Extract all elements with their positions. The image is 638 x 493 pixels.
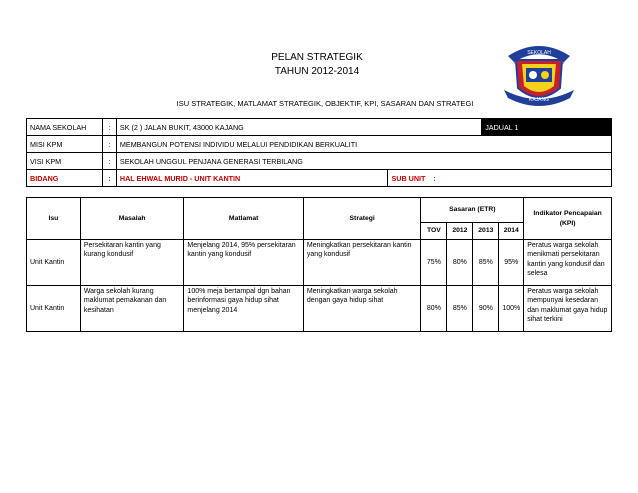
svg-text:KAJANG: KAJANG bbox=[528, 97, 550, 103]
header-isu: Isu bbox=[27, 198, 81, 240]
cell-2013: 85% bbox=[473, 240, 499, 286]
colon: : bbox=[102, 153, 116, 170]
jadual-label: JADUAL 1 bbox=[482, 119, 612, 136]
info-row-misi bbox=[27, 136, 612, 153]
colon: : bbox=[102, 170, 116, 187]
nama-label: NAMA SEKOLAH bbox=[27, 119, 103, 136]
school-crest-logo bbox=[500, 38, 578, 108]
cell-matlamat: 100% meja bertampal dgn bahan berinformasi gaya hidup sihat menjelang 2014 bbox=[184, 286, 303, 332]
cell-masalah: Warga sekolah kurang maklumat pemakanan dan kesihatan bbox=[80, 286, 184, 332]
header-indikator: Indikator Pencapaian (KPI) bbox=[524, 198, 612, 240]
info-row-visi bbox=[27, 153, 612, 170]
misi-label: MISI KPM bbox=[27, 136, 103, 153]
page-year: TAHUN 2012-2014 bbox=[274, 66, 360, 77]
misi-value: MEMBANGUN POTENSI INDIVIDU MELALUI PENDIDIKAN BERKUALITI bbox=[116, 136, 611, 153]
cell-indikator: Peratus warga sekolah menikmati persekitaran kantin yang kondusif dan selesa bbox=[524, 240, 612, 286]
colon: : bbox=[102, 119, 116, 136]
table-row bbox=[27, 286, 612, 332]
visi-value: SEKOLAH UNGGUL PENJANA GENERASI TERBILANG bbox=[116, 153, 611, 170]
page-subtitle: ISU STRATEGIK, MATLAMAT STRATEGIK, OBJEKTIF, KPI, SASARAN DAN STRATEGI bbox=[176, 99, 474, 108]
strategic-plan-table bbox=[26, 197, 612, 332]
cell-2012: 85% bbox=[447, 286, 473, 332]
bidang-value: HAL EHWAL MURID - UNIT KANTIN bbox=[116, 170, 388, 187]
info-row-nama bbox=[27, 119, 612, 136]
header-masalah: Masalah bbox=[80, 198, 184, 240]
visi-label: VISI KPM bbox=[27, 153, 103, 170]
cell-strategi: Meningkatkan warga sekolah dengan gaya hidup sihat bbox=[303, 286, 421, 332]
cell-isu: Unit Kantin bbox=[27, 286, 81, 332]
cell-indikator: Peratus warga sekolah mempunyai kesedaran dan maklumat gaya hidup sihat terkini bbox=[524, 286, 612, 332]
bidang-label: BIDANG bbox=[27, 170, 103, 187]
header-2014: 2014 bbox=[499, 223, 524, 240]
cell-2013: 90% bbox=[473, 286, 499, 332]
info-table bbox=[26, 118, 612, 187]
cell-tov: 80% bbox=[421, 286, 447, 332]
nama-value: SK (2 ) JALAN BUKIT, 43000 KAJANG bbox=[116, 119, 481, 136]
cell-isu: Unit Kantin bbox=[27, 240, 81, 286]
header-tov: TOV bbox=[421, 223, 447, 240]
cell-strategi: Meningkatkan persekitaran kantin yang kondusif bbox=[303, 240, 421, 286]
header-matlamat: Matlamat bbox=[184, 198, 303, 240]
cell-2012: 80% bbox=[447, 240, 473, 286]
header-strategi: Strategi bbox=[303, 198, 421, 240]
cell-tov: 75% bbox=[421, 240, 447, 286]
info-row-bidang bbox=[27, 170, 612, 187]
header-2013: 2013 bbox=[473, 223, 499, 240]
header-2012: 2012 bbox=[447, 223, 473, 240]
cell-2014: 95% bbox=[499, 240, 524, 286]
header-sasaran: Sasaran (ETR) bbox=[421, 198, 524, 223]
cell-masalah: Persekitaran kantin yang kurang kondusif bbox=[80, 240, 184, 286]
colon: : bbox=[102, 136, 116, 153]
svg-text:SEKOLAH: SEKOLAH bbox=[527, 50, 551, 56]
page-title: PELAN STRATEGIK bbox=[271, 52, 363, 63]
table-row bbox=[27, 240, 612, 286]
subunit-label: SUB UNIT : bbox=[388, 170, 612, 187]
cell-matlamat: Menjelang 2014, 95% persekitaran kantin yang kondusif bbox=[184, 240, 303, 286]
cell-2014: 100% bbox=[499, 286, 524, 332]
